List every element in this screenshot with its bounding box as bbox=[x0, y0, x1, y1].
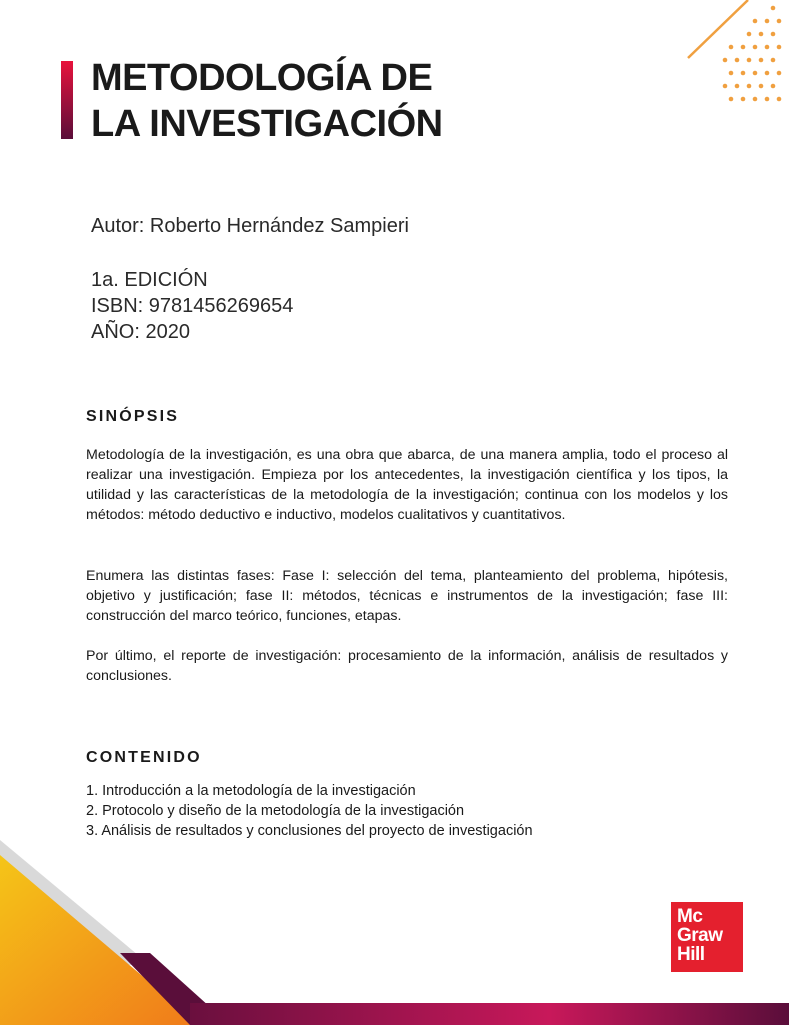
decorative-dot bbox=[729, 45, 734, 50]
decorative-dot bbox=[729, 71, 734, 76]
mcgraw-hill-logo bbox=[671, 902, 743, 972]
year-line: AÑO: 2020 bbox=[91, 321, 190, 343]
decorative-dot bbox=[753, 19, 758, 24]
decorative-dot bbox=[765, 97, 770, 102]
decorative-dot bbox=[729, 97, 734, 102]
decorative-dot bbox=[747, 84, 752, 89]
contents-heading: CONTENIDO bbox=[86, 749, 202, 766]
decorative-dot bbox=[741, 97, 746, 102]
synopsis-heading: SINÓPSIS bbox=[86, 408, 180, 425]
decorative-dot bbox=[771, 6, 776, 11]
page-title bbox=[91, 55, 443, 147]
synopsis-paragraph-1: Metodología de la investigación, es una obra que abarca, de una manera amplia, todo el proceso al realizar una investigación. Empieza por los antecedentes, la investigación científica y los tipos, la utilidad y las características de la metodología de la investigación; continua con los modelos y los métodos: método deductivo e inductivo, modelos cualitativos y cuantitativos. bbox=[86, 447, 728, 523]
contents-item: 3. Análisis de resultados y conclusiones del proyecto de investigación bbox=[86, 823, 533, 839]
logo-line: Hill bbox=[677, 944, 705, 965]
decorative-dot bbox=[759, 58, 764, 63]
decorative-dot bbox=[753, 45, 758, 50]
decorative-dot bbox=[753, 97, 758, 102]
decorative-dot bbox=[765, 45, 770, 50]
decorative-dot bbox=[765, 19, 770, 24]
diagonal-line-decoration bbox=[688, 0, 748, 58]
decorative-dot bbox=[747, 58, 752, 63]
decorative-dot bbox=[753, 71, 758, 76]
bottom-gradient-band bbox=[190, 1003, 789, 1025]
decorative-dot bbox=[735, 58, 740, 63]
logo-line: Graw bbox=[677, 925, 723, 946]
edition-line: 1a. EDICIÓN bbox=[91, 269, 208, 291]
contents-item: 2. Protocolo y diseño de la metodología de la investigación bbox=[86, 803, 465, 819]
decorative-dot bbox=[741, 71, 746, 76]
title-line-1: METODOLOGÍA DE bbox=[91, 57, 433, 99]
decorative-dot bbox=[723, 58, 728, 63]
decorative-dot bbox=[777, 45, 782, 50]
decorative-dot bbox=[759, 32, 764, 37]
author-line: Autor: Roberto Hernández Sampieri bbox=[91, 215, 409, 237]
decorative-dot bbox=[747, 32, 752, 37]
synopsis-paragraph-2: Enumera las distintas fases: Fase I: selección del tema, planteamiento del problema, hipótesis, objetivo y justificación; fase II: métodos, técnicas e instrumentos de la investigación; fase III: construcción del marco teórico, funciones, etapas. bbox=[86, 568, 728, 624]
decorative-dot bbox=[771, 58, 776, 63]
decorative-dot bbox=[777, 97, 782, 102]
decorative-dot bbox=[771, 84, 776, 89]
dots-decoration bbox=[680, 0, 789, 115]
decorative-dot bbox=[759, 84, 764, 89]
isbn-line: ISBN: 9781456269654 bbox=[91, 295, 294, 317]
decorative-dot bbox=[771, 32, 776, 37]
decorative-dot bbox=[765, 71, 770, 76]
decorative-dot bbox=[741, 45, 746, 50]
decorative-dot bbox=[723, 84, 728, 89]
contents-item: 1. Introducción a la metodología de la investigación bbox=[86, 783, 416, 799]
decorative-dot bbox=[777, 71, 782, 76]
logo-line: Mc bbox=[677, 906, 703, 927]
title-accent-bar bbox=[61, 61, 73, 139]
synopsis-paragraph-3: Por último, el reporte de investigación: procesamiento de la información, análisis de resultados y conclusiones. bbox=[86, 648, 728, 684]
contents-list bbox=[86, 781, 533, 841]
title-line-2: LA INVESTIGACIÓN bbox=[91, 103, 443, 145]
decorative-dot bbox=[735, 84, 740, 89]
decorative-dot bbox=[777, 19, 782, 24]
